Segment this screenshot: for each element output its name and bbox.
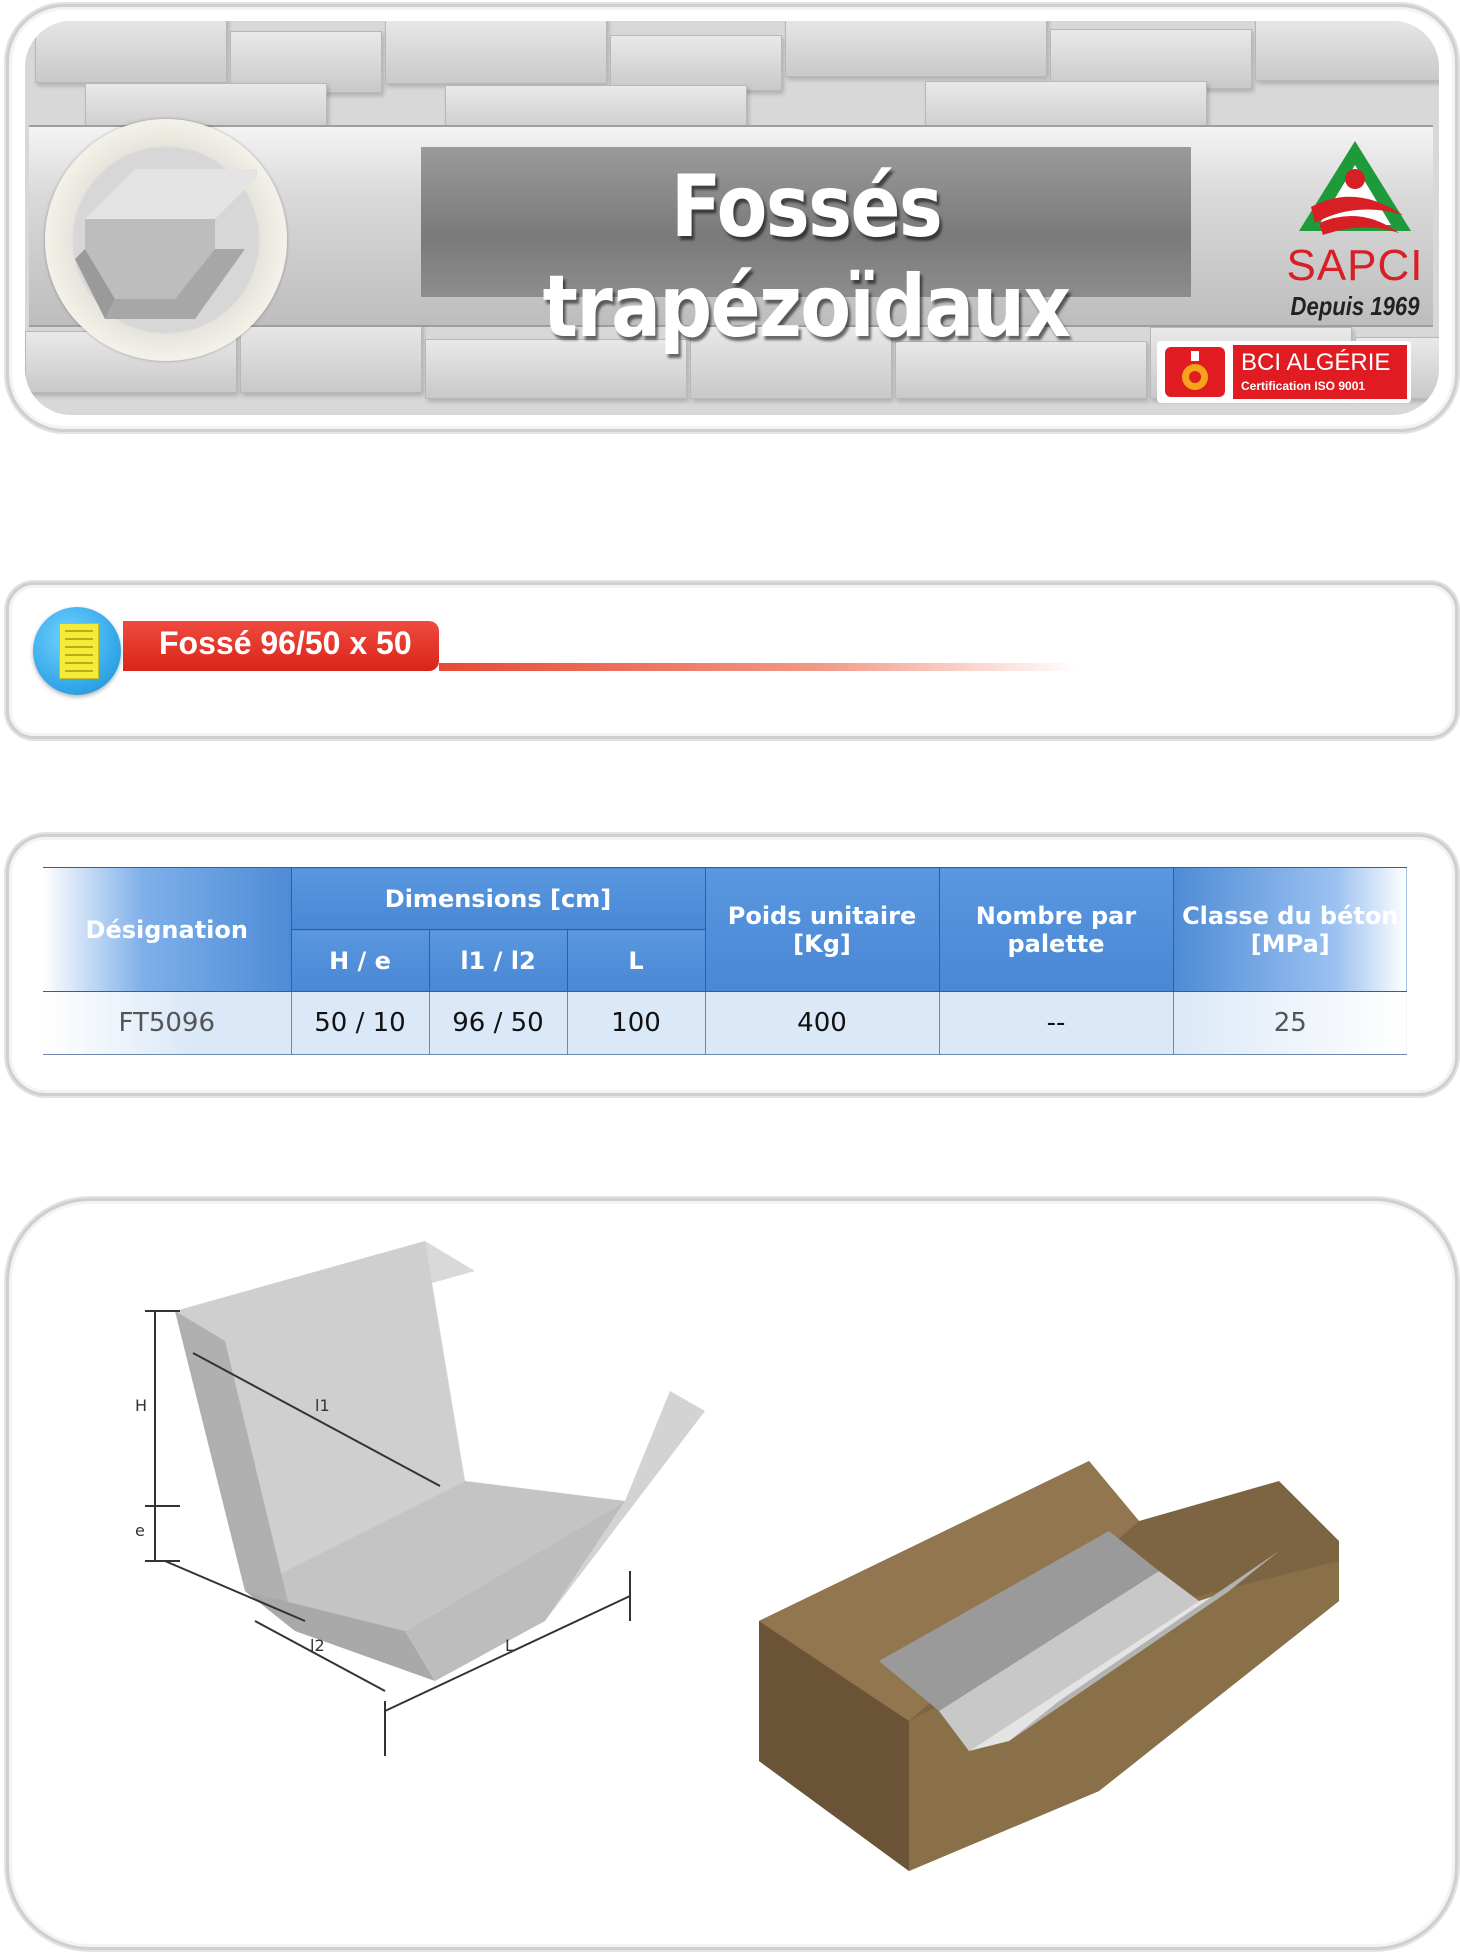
- header-nombre-line2: palette: [1007, 929, 1105, 958]
- header-designation: Désignation: [43, 868, 291, 992]
- cell-l1-l2: 96 / 50: [429, 992, 567, 1055]
- product-label: Fossé 96/50 x 50: [159, 625, 412, 661]
- header-nombre-line1: Nombre par: [975, 901, 1137, 930]
- table-row: [43, 992, 1407, 1055]
- dim-label-l2: l2: [310, 1636, 325, 1655]
- document-icon: [33, 607, 121, 695]
- trapezoid-ditch-icon: [75, 149, 257, 331]
- bci-logo-icon: [1165, 347, 1225, 397]
- header-h-e: H / e: [291, 930, 429, 992]
- header-dimensions: Dimensions [cm]: [291, 868, 705, 930]
- header-classe-line2: [MPa]: [1250, 929, 1330, 958]
- header-poids-line1: Poids unitaire: [727, 901, 917, 930]
- page-title: Fossés trapézoïdaux: [542, 157, 1070, 357]
- dim-label-e: e: [135, 1521, 145, 1540]
- dim-label-L: L: [505, 1636, 514, 1655]
- header-banner: [6, 4, 1458, 432]
- brand-name: SAPCI: [1286, 241, 1424, 290]
- certification-text: Certification ISO 9001: [1241, 379, 1366, 393]
- cell-classe: 25: [1173, 992, 1407, 1055]
- dim-label-l1: l1: [315, 1396, 330, 1415]
- header-classe: [1173, 868, 1407, 992]
- cell-L: 100: [567, 992, 705, 1055]
- cell-poids: 400: [705, 992, 939, 1055]
- header-poids-line2: [Kg]: [793, 929, 851, 958]
- brand-since: Depuis 1969: [1290, 291, 1420, 321]
- image-panel: [6, 1198, 1458, 1950]
- dimension-drawing: [105, 1241, 725, 1801]
- dim-label-H: H: [135, 1396, 148, 1415]
- product-thumbnail: [45, 119, 287, 361]
- cell-h-e: 50 / 10: [291, 992, 429, 1055]
- header-l1-l2: l1 / l2: [429, 930, 567, 992]
- header-L: L: [567, 930, 705, 992]
- spec-table: [43, 867, 1407, 1055]
- header-nombre: [939, 868, 1173, 992]
- bci-certification-badge: [1157, 341, 1411, 403]
- certification-brand: BCI ALGÉRIE: [1241, 349, 1391, 376]
- installed-ditch-render: [759, 1461, 1339, 1871]
- cell-nombre: --: [939, 992, 1173, 1055]
- cell-designation: FT5096: [43, 992, 291, 1055]
- spec-table-panel: [6, 834, 1458, 1096]
- decorative-underline: [439, 663, 1079, 671]
- header-poids: [705, 868, 939, 992]
- product-title-bar: [6, 582, 1458, 739]
- header-classe-line1: Classe du béton: [1182, 901, 1399, 930]
